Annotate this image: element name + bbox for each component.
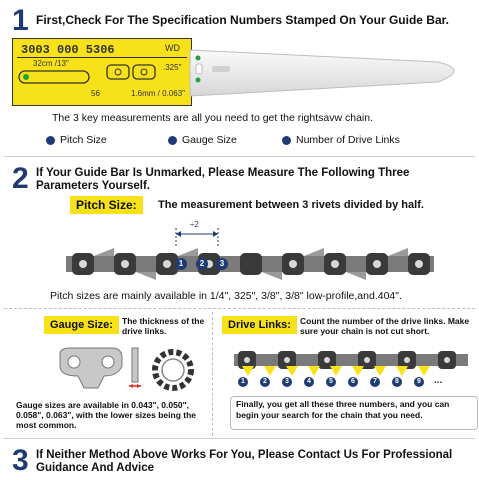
pitch-description: The measurement between 3 rivets divided by half. [158, 199, 424, 211]
gauge-thickness-icon [128, 346, 142, 390]
drive-links-marking: 56 [91, 89, 100, 98]
gauge-description: The thickness of the drive links. [122, 316, 205, 336]
drive-links-dot-icon [282, 136, 291, 145]
gauge-marking: 1.6mm / 0.063" [131, 89, 185, 98]
rivet-2: 2 [196, 258, 208, 270]
rivet-1: 1 [175, 258, 187, 270]
chain-diagram-icon [105, 59, 161, 89]
chain-strip-image [66, 244, 434, 284]
drive-count-3: 3 [282, 377, 292, 387]
drive-count-2: 2 [260, 377, 270, 387]
drive-links-count-row [234, 377, 468, 389]
drive-link-part-icon [56, 346, 126, 390]
drive-count-more: ... [434, 375, 443, 386]
wd-marking: WD [165, 43, 180, 53]
part-number: 3003 000 5306 [21, 43, 115, 57]
final-note-box [230, 396, 478, 430]
drive-links-tag: Drive Links: [222, 316, 297, 334]
pitch-dot-icon [46, 136, 55, 145]
guide-bar-image [188, 40, 474, 106]
section1-heading: First,Check For The Specification Numbers Stamped On Your Guide Bar. [36, 13, 449, 27]
drive-count-1: 1 [238, 377, 248, 387]
rivet-3: 3 [216, 258, 228, 270]
chain-loop-icon [148, 344, 198, 396]
pitch-sizes-note: Pitch sizes are mainly available in 1/4", 325", 3/8", 3/8" low-profile,and.404". [50, 290, 402, 302]
drive-count-7: 7 [370, 377, 380, 387]
drive-count-8: 8 [392, 377, 402, 387]
drive-links-description: Count the number of the drive links. Make sure your chain is not cut short. [300, 316, 470, 336]
drive-count-6: 6 [348, 377, 358, 387]
section3-heading: If Neither Method Above Works For You, Please Contact Us For Professional Guidance And Advice [36, 449, 453, 474]
pitch-size-tag: Pitch Size: [70, 196, 143, 214]
gauge-size-tag: Gauge Size: [44, 316, 119, 334]
section2-heading: If Your Guide Bar Is Unmarked, Please Measure The Following Three Parameters Yourself. [36, 167, 410, 192]
pitch-marking: .325" [163, 63, 182, 72]
guide-bar-label-plate [12, 38, 192, 106]
legend-drive-links: Number of Drive Links [282, 134, 400, 146]
drive-count-9: 9 [414, 377, 424, 387]
legend-pitch: Pitch Size [46, 134, 107, 146]
final-note: Finally, you get all these three numbers, and you can begin your search for the chain that you need. [236, 399, 450, 420]
drive-count-5: 5 [326, 377, 336, 387]
drive-count-4: 4 [304, 377, 314, 387]
step-number-3: 3 [12, 444, 29, 477]
divide-by-two: ÷2 [190, 220, 199, 229]
section1-note: The 3 key measurements are all you need to get the rightsavw chain. [52, 112, 374, 124]
gauge-sizes-note: Gauge sizes are available in 0.043", 0.050", 0.058", 0.063", with the lower sizes being the most common. [16, 400, 197, 430]
legend-gauge: Gauge Size [168, 134, 237, 146]
gauge-dot-icon [168, 136, 177, 145]
step-number-2: 2 [12, 162, 29, 195]
bar-outline-icon [17, 67, 97, 89]
drive-links-chain-image [234, 346, 468, 376]
step-number-1: 1 [12, 4, 29, 37]
bar-length: 32cm /13" [33, 59, 69, 68]
